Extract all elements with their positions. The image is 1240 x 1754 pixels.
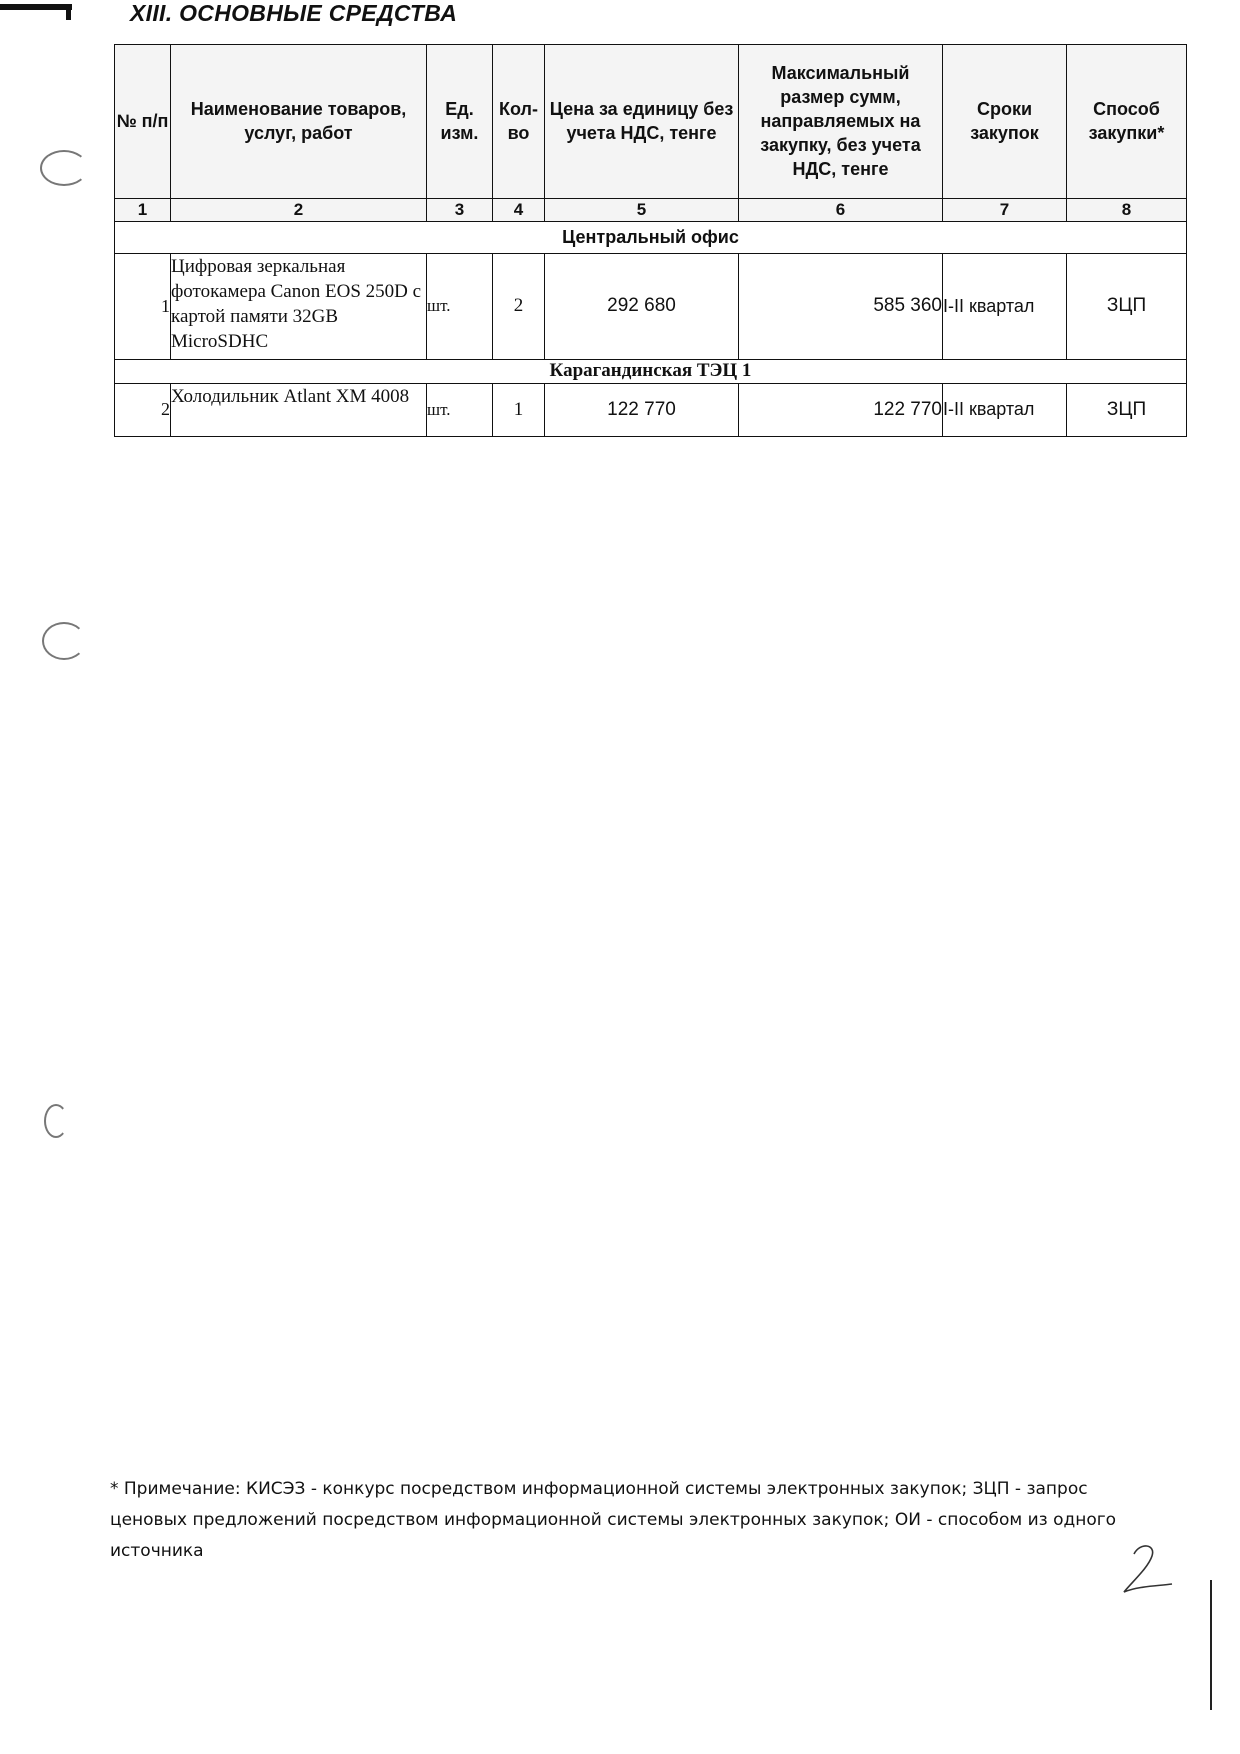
row-item-name: Цифровая зеркальная фотокамера Canon EOS 250D с картой памяти 32GB MicroSDHC — [171, 253, 427, 359]
row-unit-price: 292 680 — [545, 253, 739, 359]
row-index: 2 — [115, 383, 171, 436]
column-number: 5 — [545, 198, 739, 222]
column-number: 7 — [943, 198, 1067, 222]
group-title-karaganda-tec1: Карагандинская ТЭЦ 1 — [115, 360, 1187, 384]
row-term: I-II квартал — [943, 253, 1067, 359]
header-cell-term: Сроки закупок — [943, 45, 1067, 199]
header-cell-qty: Кол-во — [493, 45, 545, 199]
scan-edge-tick — [66, 4, 71, 20]
header-cell-method: Способ закупки* — [1067, 45, 1187, 199]
punch-hole-mark — [44, 1104, 68, 1138]
row-unit: шт. — [427, 383, 493, 436]
header-cell-index: № п/п — [115, 45, 171, 199]
column-number: 3 — [427, 198, 493, 222]
row-method: ЗЦП — [1067, 253, 1187, 359]
column-number: 6 — [739, 198, 943, 222]
punch-hole-mark — [42, 622, 86, 660]
footnote: * Примечание: КИСЭЗ - конкурс посредством информационной системы электронных закупок; ЗЦП - запрос ценовых предложений посредством информационной системы электронных закупок; ОИ - способом из одного источника — [110, 1479, 1117, 1561]
section-number: XIII. — [130, 0, 173, 26]
row-item-name: Холодильник Atlant XM 4008 — [171, 383, 427, 436]
row-term: I-II квартал — [943, 383, 1067, 436]
row-max-sum: 585 360 — [739, 253, 943, 359]
punch-hole-mark — [40, 150, 88, 186]
header-cell-name: Наименование товаров, услуг, работ — [171, 45, 427, 199]
table-row — [115, 383, 1187, 436]
header-cell-unit: Ед. изм. — [427, 45, 493, 199]
table-row — [115, 253, 1187, 359]
header-row — [115, 45, 1187, 199]
column-number-row — [115, 198, 1187, 222]
procurement-table — [114, 44, 1187, 437]
row-quantity: 2 — [493, 253, 545, 359]
group-title-central-office: Центральный офис — [115, 222, 1187, 254]
row-method: ЗЦП — [1067, 383, 1187, 436]
header-cell-max-sum: Максимальный размер сумм, направляемых на закупку, без учета НДС, тенге — [739, 45, 943, 199]
group-row — [115, 222, 1187, 254]
column-number: 8 — [1067, 198, 1187, 222]
group-row — [115, 360, 1187, 384]
row-max-sum: 122 770 — [739, 383, 943, 436]
scan-edge-mark — [0, 4, 72, 10]
row-quantity: 1 — [493, 383, 545, 436]
handwritten-page-number-mark — [1118, 1540, 1178, 1596]
column-number: 1 — [115, 198, 171, 222]
row-index: 1 — [115, 253, 171, 359]
column-number: 4 — [493, 198, 545, 222]
column-number: 2 — [171, 198, 427, 222]
row-unit-price: 122 770 — [545, 383, 739, 436]
section-heading: ОСНОВНЫЕ СРЕДСТВА — [179, 0, 458, 26]
scan-edge-line — [1210, 1580, 1212, 1710]
row-unit: шт. — [427, 253, 493, 359]
header-cell-price: Цена за единицу без учета НДС, тенге — [545, 45, 739, 199]
section-title — [130, 0, 457, 27]
